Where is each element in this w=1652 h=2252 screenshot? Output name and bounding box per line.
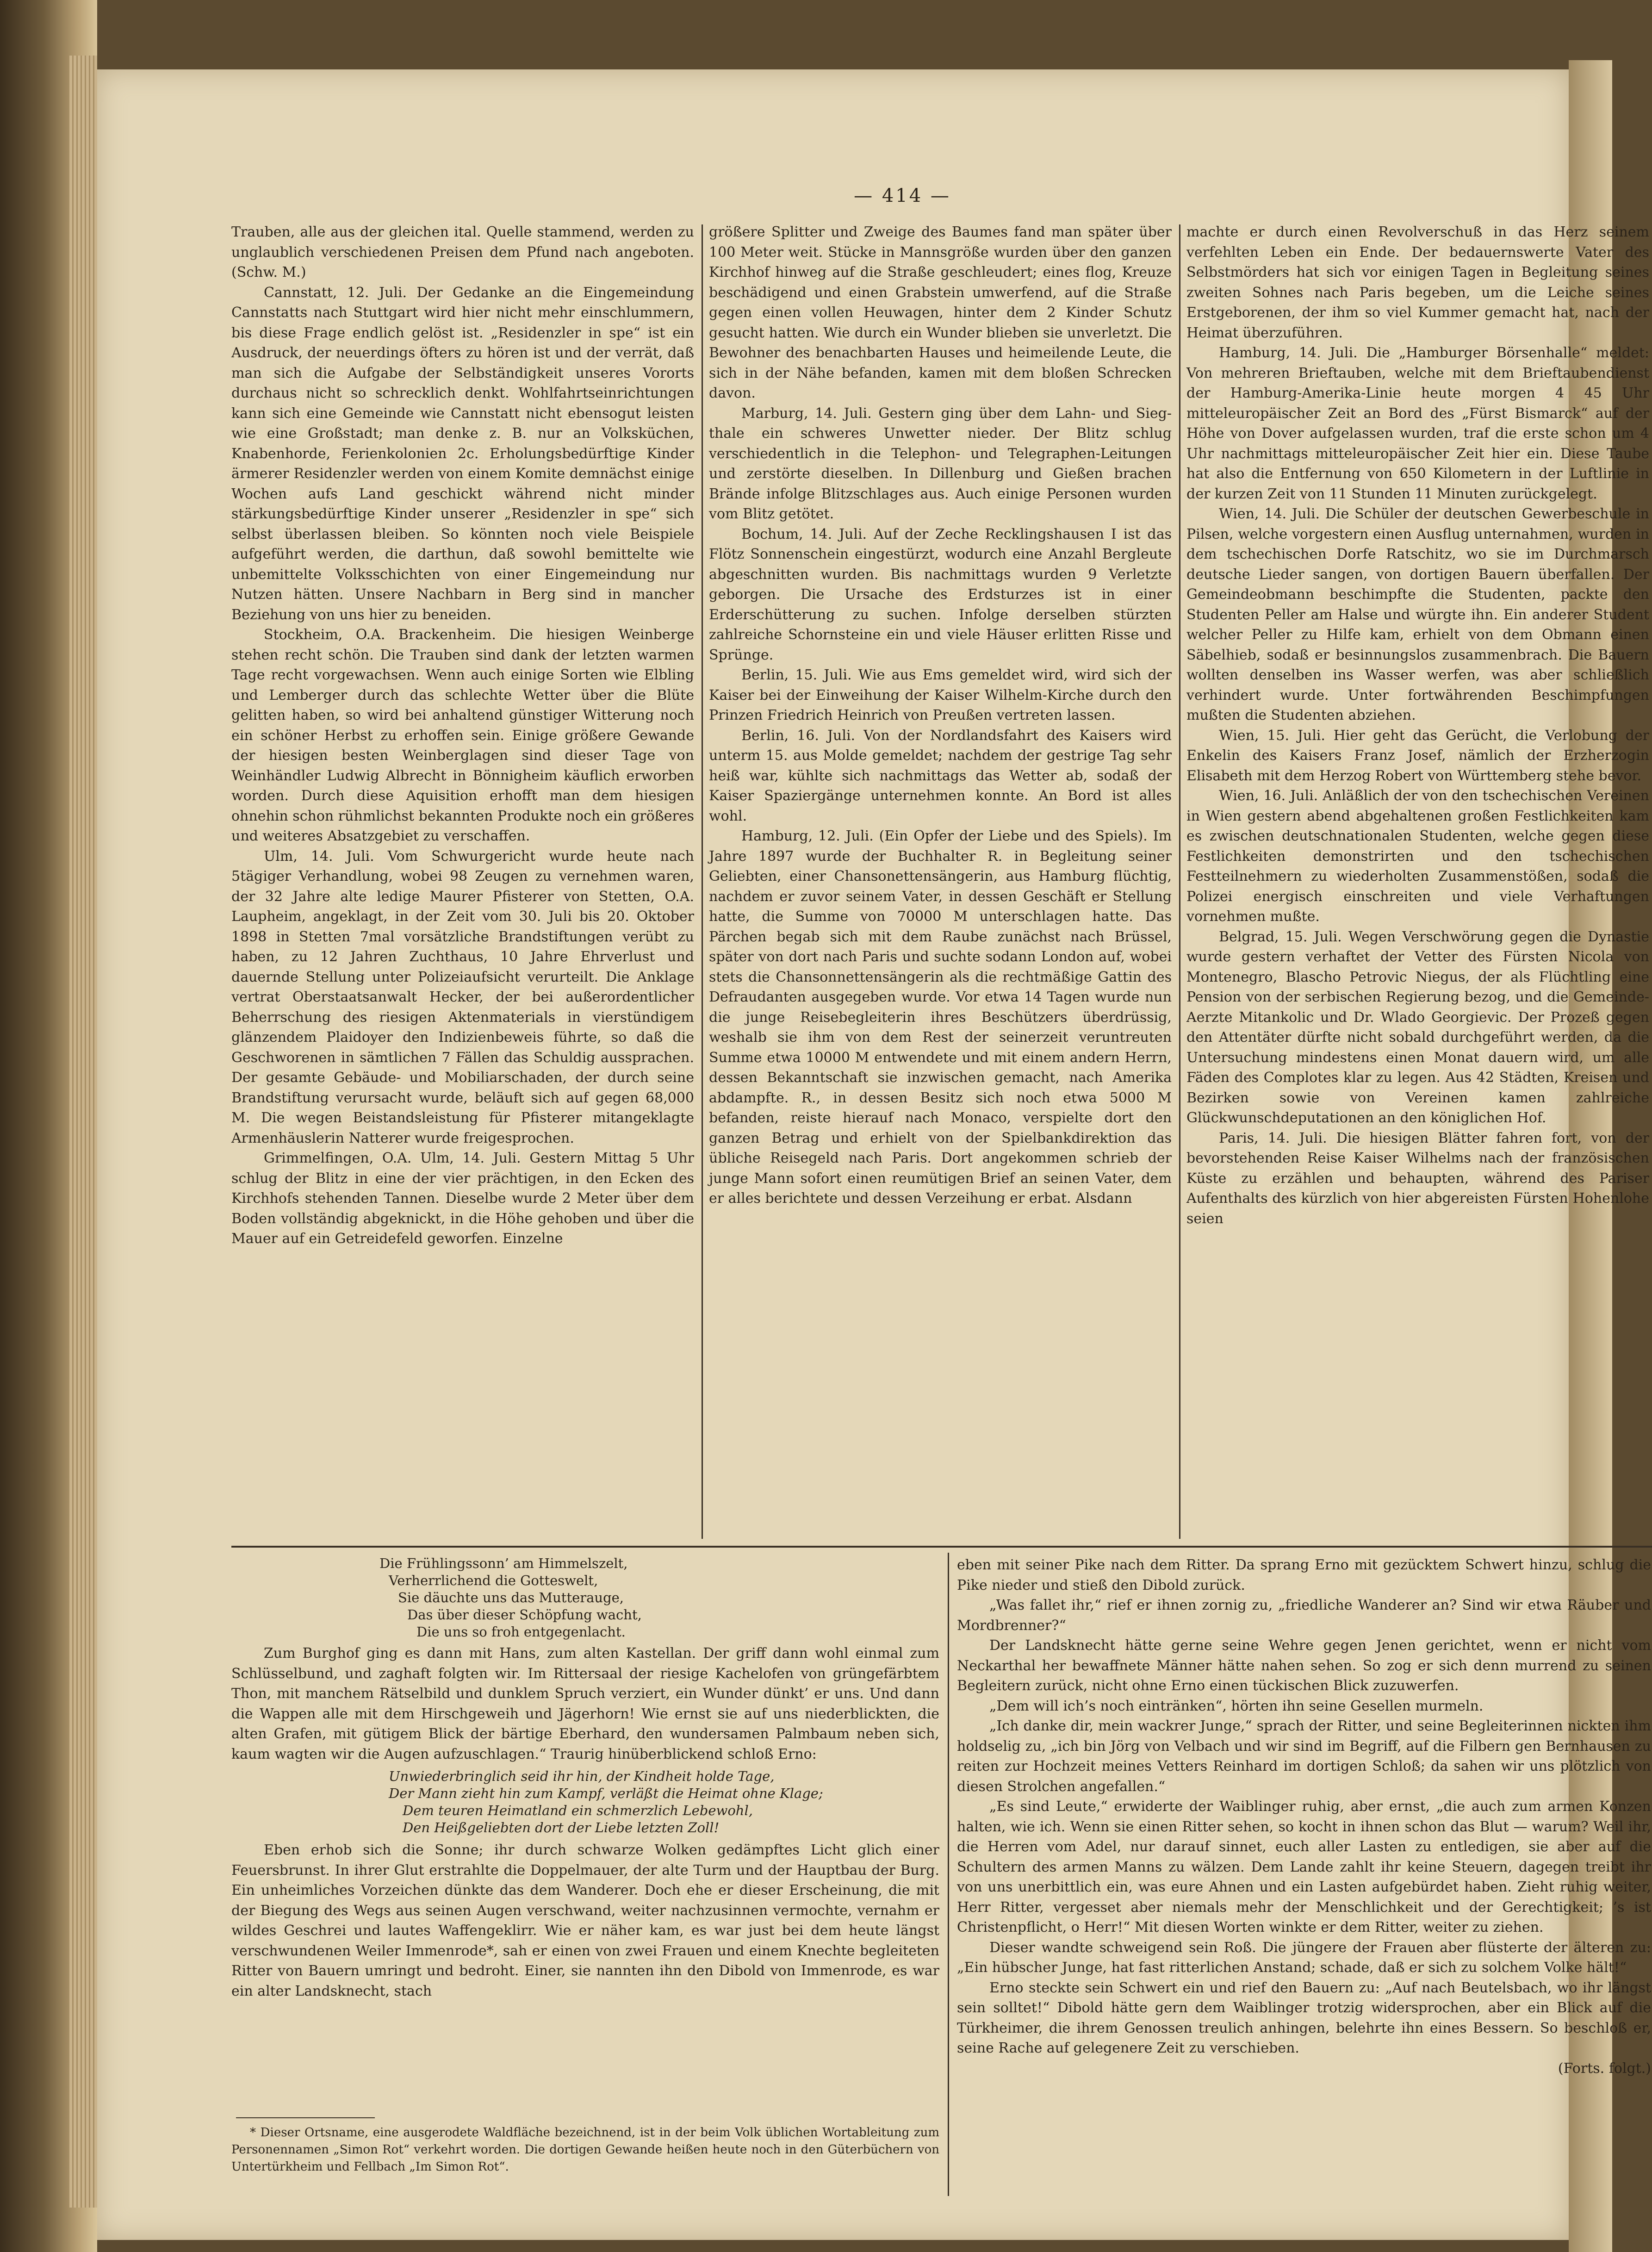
feuilleton-right-column xyxy=(957,1555,1651,2203)
poem-line: Der Mann zieht hin zum Kampf, verläßt die Heimat ohne Klage; xyxy=(389,1785,823,1801)
article-paragraph: Ulm, 14. Juli. Vom Schwurgericht wurde heute nach 5tägiger Verhandlung, wobei 98 Zeugen zu vernehmen waren, der 32 Jahre alte ledige Maurer Pfisterer von Stetten, O.A. Laupheim, angeklagt, in der Zeit vom 30. Juli bis 20. Oktober 1898 in Stetten 7mal vorsätzliche Brandstiftungen verübt zu haben, zu 12 Jahren Zuchthaus, 10 Jahre Ehrverlust und dauernde Stellung unter Polizeiaufsicht verurteilt. Die Anklage vertrat Oberstaatsanwalt Hecker, der bei außerordentlicher Beherrschung des riesigen Aktenmaterials in vierstündigem glänzendem Plaidoyer den Indizienbeweis führte, so daß die Geschworenen in sämtlichen 7 Fällen das Schuldig aussprachen. Der gesamte Gebäude- und Mobiliarschaden, der durch seine Brandstiftung verursacht wurde, beläuft sich auf gegen 68,000 M. Die wegen Beistandsleistung für Pfisterer mitangeklagte Armenhäuslerin Natterer wurde freigesprochen. xyxy=(231,848,694,1146)
article-paragraph: größere Splitter und Zweige des Baumes fand man später über 100 Meter weit. Stücke in Mannsgröße wurden über den ganzen Kirchhof hinweg auf die Straße geschleudert; eines flog, Kreuze beschädigend und einen Grabstein umwerfend, auf die Straße gegen einen vollen Heuwagen, hinter dem 2 Kinder Schutz gesucht hatten. Wie durch ein Wunder blieben sie unverletzt. Die Bewohner des benachbarten Hauses und heimeilende Leute, die sich in der Nähe befanden, kamen mit dem bloßen Schrecken davon. xyxy=(709,224,1172,401)
article-paragraph: Stockheim, O.A. Brackenheim. Die hiesigen Weinberge stehen recht schön. Die Trauben sind dank der letzten warmen Tage recht vorgewachsen. Wenn auch einige Sorten wie Elbling und Lemberger durch das schlechte Wetter über die Blüte gelitten haben, so wird bei anhaltend günstiger Witterung noch ein schöner Herbst zu erhoffen sein. Einige größere Gewande der hiesigen besten Weinberglagen sind dieser Tage von Weinhändler Ludwig Albrecht in Bönnigheim käuflich erworben worden. Durch diese Aquisition erhofft man dem hiesigen ohnehin schon rühmlichst bekannten Produkte noch ein größeres und weiteres Absatzgebiet zu verschaffen. xyxy=(231,627,694,844)
article-paragraph: Bochum, 14. Juli. Auf der Zeche Recklingshausen I ist das Flötz Sonnenschein eingestürzt, wodurch eine Anzahl Bergleute abgeschnitten wurden. Bis nachmittags wurden 9 Verletzte geborgen. Die Ursache des Erdsturzes ist in einer Erderschütterung zu suchen. Infolge derselben stürzten zahlreiche Schornsteine ein und viele Häuser erlitten Risse und Sprünge. xyxy=(709,526,1172,663)
article-paragraph: Wien, 16. Juli. Anläßlich der von den tschechischen Vereinen in Wien gestern abend abgehaltenen großen Festlichkeiten kam es zwischen deutschnationalen Studenten, welche gegen diese Festlichkeiten demonstrirten und den tschechischen Festteilnehmern zu wiederholten Zusammenstößen, sodaß die Polizei energisch einschreiten und viele Verhaftungen vornehmen mußte. xyxy=(1186,788,1649,925)
article-paragraph: Hamburg, 12. Juli. (Ein Opfer der Liebe und des Spiels). Im Jahre 1897 wurde der Buchhalter R. in Begleitung seiner Geliebten, einer Chansonettensängerin, aus Hamburg flüchtig, nachdem er zuvor seinem Vater, in dessen Geschäft er Stellung hatte, die Summe von 70000 M unterschlagen hatte. Das Pärchen begab sich mit dem Raube zunächst nach Brüssel, später von dort nach Paris und suchte sodann London auf, wobei stets die Chansonnettensängerin als die rechtmäßige Gattin des Defraudanten ausgegeben wurde. Vor etwa 14 Tagen wurde nun die junge Reisebegleiterin ihres Beschützers überdrüssig, weshalb sie ihm von dem Rest der seinerzeit veruntreuten Summe etwa 10000 M entwendete und mit einem andern Herrn, dessen Bekanntschaft sie inzwischen gemacht, nach Amerika abdampfte. R., in dessen Besitz sich noch etwa 5000 M befanden, reiste hierauf nach Monaco, verspielte dort den ganzen Betrag und erhielt von der Spielbankdirektion das übliche Reisegeld nach Paris. Dort angekommen schrieb der junge Mann sofort einen reumütigen Brief an seinen Vater, dem er alles berichtete und dessen Verzeihung er erbat. Alsdann xyxy=(709,828,1172,1207)
continuation-note: (Forts. folgt.) xyxy=(1558,2060,1651,2077)
story-paragraph: „Ich danke dir, mein wackrer Junge,“ sprach der Ritter, und seine Begleiterinnen nickten ihm holdselig zu, „ich bin Jörg von Velbach und wir sind im Begriff, auf die Filbern gen Bernhausen zu reiten zur Hochzeit meines Vetters Reinhard im dortigen Schloß; da sahen wir uns plötzlich von diesen Strolchen angefallen.“ xyxy=(957,1718,1651,1795)
article-paragraph: Belgrad, 15. Juli. Wegen Verschwörung gegen die Dynastie wurde gestern verhaftet der Vetter des Fürsten Nicola von Montenegro, Blascho Petrovic Niegus, der als Flüchtling eine Pension von der serbischen Regierung bezog, und die Gemeinde-Aerzte Mitankolic und Dr. Wlado Georgievic. Der Prozeß gegen den Attentäter dürfte nicht sobald durchgeführt werden, da die Untersuchung mindestens einen Monat dauern wird, um alle Fäden des Complotes klar zu legen. Aus 42 Städten, Kreisen und Bezirken sowie von Vereinen kamen zahlreiche Glückwunschdeputationen an den königlichen Hof. xyxy=(1186,928,1649,1126)
poem-line: Verherrlichend die Gotteswelt, xyxy=(389,1573,598,1588)
article-paragraph: Marburg, 14. Juli. Gestern ging über dem Lahn- und Sieg-thale ein schweres Unwetter nieder. Der Blitz schlug verschiedentlich in die Telephon- und Telegraphen-Leitungen und zerstörte dieselben. In Dillenburg und Gießen brachen Brände infolge Blitzschlages aus. Auch einige Personen wurden vom Blitz getötet. xyxy=(709,405,1172,522)
news-column-2 xyxy=(709,222,1172,1541)
poem-line: Den Heißgeliebten dort der Liebe letzten Zoll! xyxy=(403,1820,720,1835)
feuilleton-column-rule xyxy=(948,1553,949,2196)
article-paragraph: Wien, 15. Juli. Hier geht das Gerücht, die Verlobung der Enkelin des Kaisers Franz Josef, nämlich der Erzherzogin Elisabeth mit dem Herzog Robert von Württemberg stehe bevor. xyxy=(1186,727,1649,784)
poem-line: Die Frühlingssonn’ am Himmelszelt, xyxy=(379,1555,628,1571)
feuilleton-left-column xyxy=(231,1555,939,2115)
newspaper-page xyxy=(97,69,1651,2240)
poem-line: Dem teuren Heimatland ein schmerzlich Lebewohl, xyxy=(403,1803,753,1818)
poem-stanza xyxy=(231,1555,939,1641)
story-paragraph: „Dem will ich’s noch eintränken“, hörten ihn seine Gesellen murmeln. xyxy=(989,1698,1484,1714)
article-paragraph: Berlin, 15. Juli. Wie aus Ems gemeldet wird, wird sich der Kaiser bei der Einweihung der Kaiser Wilhelm-Kirche durch den Prinzen Friedrich Heinrich von Preußen vertreten lassen. xyxy=(709,667,1172,723)
column-rule-2 xyxy=(1179,224,1180,1539)
page-number: — 414 — xyxy=(854,185,951,206)
column-rule-1 xyxy=(702,224,703,1539)
footnote xyxy=(231,2124,939,2198)
poem-line: Die uns so froh entgegenlacht. xyxy=(416,1624,626,1640)
story-paragraph: eben mit seiner Pike nach dem Ritter. Da sprang Erno mit gezücktem Schwert hinzu, schlug die Pike nieder und stieß den Dibold zurück. xyxy=(957,1557,1651,1593)
news-column-1 xyxy=(231,222,694,1541)
footnote-text: * Dieser Ortsname, eine ausgerodete Waldfläche bezeichnend, ist in der beim Volk üblichen Wortableitung zum Personennamen „Simon Rot“ verkehrt worden. Die dortigen Gewande heißen heute noch in den Güterbüchern von Untertürkheim und Fellbach „Im Simon Rot“. xyxy=(231,2126,939,2174)
page-edges xyxy=(69,56,97,2208)
article-paragraph: Wien, 14. Juli. Die Schüler der deutschen Gewerbeschule in Pilsen, welche vorgestern einen Ausflug unternahmen, wurden in dem tschechischen Dorfe Ratschitz, wo sie im Durchmarsch deutsche Lieder sangen, von dortigen Bauern überfallen. Der Gemeindeobmann beschimpfte die Studenten, packte den Studenten Peller am Halse und würgte ihn. Ein anderer Student welcher Peller zu Hilfe kam, erhielt von dem Obmann einen Säbelhieb, sodaß er besinnungslos zusammenbrach. Die Bauern wollten denselben ins Wasser werfen, was aber schließlich verhindert wurde. Unter fortwährenden Beschimpfungen mußten die Studenten abziehen. xyxy=(1186,506,1649,723)
story-paragraph: „Was fallet ihr,“ rief er ihnen zornig zu, „friedliche Wanderer an? Sind wir etwa Räuber und Mordbrenner?“ xyxy=(957,1597,1651,1634)
poem-line: Das über dieser Schöpfung wacht, xyxy=(407,1607,642,1623)
story-paragraph: Dieser wandte schweigend sein Roß. Die jüngere der Frauen aber flüsterte der älteren zu: „Ein hübscher Junge, hat fast ritterlichen Anstand; schade, daß er sich zu solchem Volke hält!“ xyxy=(957,1939,1651,1976)
article-paragraph: Grimmelfingen, O.A. Ulm, 14. Juli. Gestern Mittag 5 Uhr schlug der Blitz in eine der vier prächtigen, in den Ecken des Kirchhofs stehenden Tannen. Dieselbe wurde 2 Meter über dem Boden vollständig abgeknickt, in die Höhe gehoben und über die Mauer auf ein Getreidefeld geworfen. Einzelne xyxy=(231,1150,694,1247)
story-paragraph: Zum Burghof ging es dann mit Hans, zum alten Kastellan. Der griff dann wohl einmal zum Schlüsselbund, und zaghaft folgten wir. Im Rittersaal der riesige Kachelofen von grüngefärbtem Thon, mit manchem Rätselbild und dunklem Spruch verziert, ein Wunder dünkt’ er uns. Und dann die Wappen alle mit dem Hirschgeweih und Jägerhorn! Wie ernst sie auf uns niederblickten, die alten Grafen, mit gütigem Blick der bärtige Eberhard, den wundersamen Palmbaum neben sich, kaum wagten wir die Augen aufzuschlagen.“ Traurig hinüberblickend schloß Erno: xyxy=(231,1645,939,1762)
article-paragraph: Berlin, 16. Juli. Von der Nordlandsfahrt des Kaisers wird unterm 15. aus Molde gemeldet; nachdem der gestrige Tag sehr heiß war, kühlte sich nachmittags das Wetter ab, sodaß der Kaiser Spaziergänge unternehmen konnte. An Bord ist alles wohl. xyxy=(709,727,1172,824)
news-column-3 xyxy=(1186,222,1649,1541)
article-paragraph: Trauben, alle aus der gleichen ital. Quelle stammend, werden zu unglaublich verschiedenen Preisen dem Pfund nach angeboten. (Schw. M.) xyxy=(231,224,694,280)
story-paragraph: „Es sind Leute,“ erwiderte der Waiblinger ruhig, aber ernst, „die auch zum armen Konzen halten, wie ich. Wenn sie einen Ritter sehen, so kocht in ihnen schon das Blut — warum? Weil ihr, die Herren vom Adel, nur darauf sinnet, euch aller Lasten zu entledigen, sie aber auf die Schultern des armen Manns zu wälzen. Dem Lande zahlt ihr keine Steuern, dagegen treibt ihr von uns unerbittlich ein, was eure Ahnen und ein Lasten aufgebürdet haben. Zieht ruhig weiter, Herr Ritter, vergesset aber niemals mehr der Menschlichkeit und der Gerechtigkeit; ’s ist Christenpflicht, o Herr!“ Mit diesen Worten winkte er dem Ritter, weiter zu ziehen. xyxy=(957,1798,1651,1935)
poem-line: Unwiederbringlich seid ihr hin, der Kindheit holde Tage, xyxy=(389,1768,775,1784)
footnote-rule xyxy=(236,2117,375,2118)
poem-stanza-2 xyxy=(231,1768,939,1836)
article-paragraph: machte er durch einen Revolverschuß in das Herz seinem verfehlten Leben ein Ende. Der bedauernswerte Vater des Selbstmörders hat sich vor einigen Tagen in Begleitung seines zweiten Sohnes nach Paris begeben, um die Leiche seines Erstgeborenen, der ihm so viel Kummer gemacht hat, nach der Heimat überzuführen. xyxy=(1186,224,1649,341)
article-paragraph: Paris, 14. Juli. Die hiesigen Blätter fahren fort, von der bevorstehenden Reise Kaiser Wilhelms nach der französischen Küste zu erzählen und behaupten, während des Pariser Aufenthalts des kürzlich von hier abgereisten Fürsten Hohenlohe seien xyxy=(1186,1130,1649,1227)
article-paragraph: Hamburg, 14. Juli. Die „Hamburger Börsenhalle“ meldet: Von mehreren Brieftauben, welche mit dem Brieftaubendienst der Hamburg-Amerika-Linie heute morgen 4 45 Uhr mitteleuropäischer Zeit an Bord des „Fürst Bismarck“ auf der Höhe von Dover aufgelassen wurden, traf die erste schon um 4 Uhr nachmittags mitteleuropäischer Zeit hier ein. Diese Taube hat also die Entfernung von 650 Kilometern in der Luftlinie in der kurzen Zeit von 11 Stunden 11 Minuten zurückgelegt. xyxy=(1186,345,1649,502)
story-paragraph: Eben erhob sich die Sonne; ihr durch schwarze Wolken gedämpftes Licht glich einer Feuersbrunst. In ihrer Glut erstrahlte die Doppelmauer, der alte Turm und der Hauptbau der Burg. Ein unheimliches Vorzeichen dünkte das dem Wanderer. Doch ehe er dieser Erscheinung, die mit der Biegung des Wegs aus seinen Augen verschwand, weiter nachzusinnen vermochte, vernahm er wildes Geschrei und lautes Waffengeklirr. Wie er näher kam, es war just bei dem heute längst verschwundenen Weiler Immenrode*, sah er einen von zwei Frauen und einem Knechte begleiteten Ritter von Bauern umringt und bedroht. Einer, sie nannten ihn den Dibold von Immenrode, es war ein alter Landsknecht, stach xyxy=(231,1842,939,1999)
story-paragraph: Der Landsknecht hätte gerne seine Wehre gegen Jenen gerichtet, wenn er nicht vom Neckarthal her bewaffnete Männer hätte nahen sehen. So zog er sich denn murrend zu seinen Begleitern zurück, nicht ohne Erno einen tückischen Blick zuzuwerfen. xyxy=(957,1637,1651,1694)
feuilleton-separator xyxy=(231,1546,1652,1548)
story-paragraph: Erno steckte sein Schwert ein und rief den Bauern zu: „Auf nach Beutelsbach, wo ihr längst sein solltet!“ Dibold hätte gern dem Waiblinger trotzig widersprochen, aber ein Blick auf die Türkheimer, die ihrem Genossen treulich anhingen, belehrte ihn eines Bessern. So beschloß er, seine Rache auf gelegenere Zeit zu verschieben. xyxy=(957,1979,1651,2056)
article-paragraph: Cannstatt, 12. Juli. Der Gedanke an die Eingemeindung Cannstatts nach Stuttgart wird hier nicht mehr einschlummern, bis diese Frage endlich gelöst ist. „Residenzler in spe“ ist ein Ausdruck, der neuerdings öfters zu hören ist und der verrät, daß man sich die Aufgabe der Selbständigkeit unseres Vororts durchaus nicht so schrecklich denkt. Wohlfahrtseinrichtungen kann sich eine Gemeinde wie Cannstatt nicht ebensogut leisten wie eine Großstadt; man denke z. B. nur an Volksküchen, Knabenhorde, Ferienkolonien 2c. Erholungsbedürftige Kinder ärmerer Residenzler werden von einem Komite demnächst einige Wochen aufs Land geschickt während nicht minder stärkungsbedürftige Kinder unserer „Residenzler in spe“ sich selbst überlassen bleiben. So könnten noch viele Beispiele aufgeführt werden, die darthun, daß sowohl bemittelte wie unbemittelte Volksschichten von einer Eingemeindung nur Nutzen hätten. Unsere Nachbarn in Berg sind in mancher Beziehung von uns hier zu beneiden. xyxy=(231,284,694,623)
poem-line: Sie däuchte uns das Mutterauge, xyxy=(398,1590,624,1605)
